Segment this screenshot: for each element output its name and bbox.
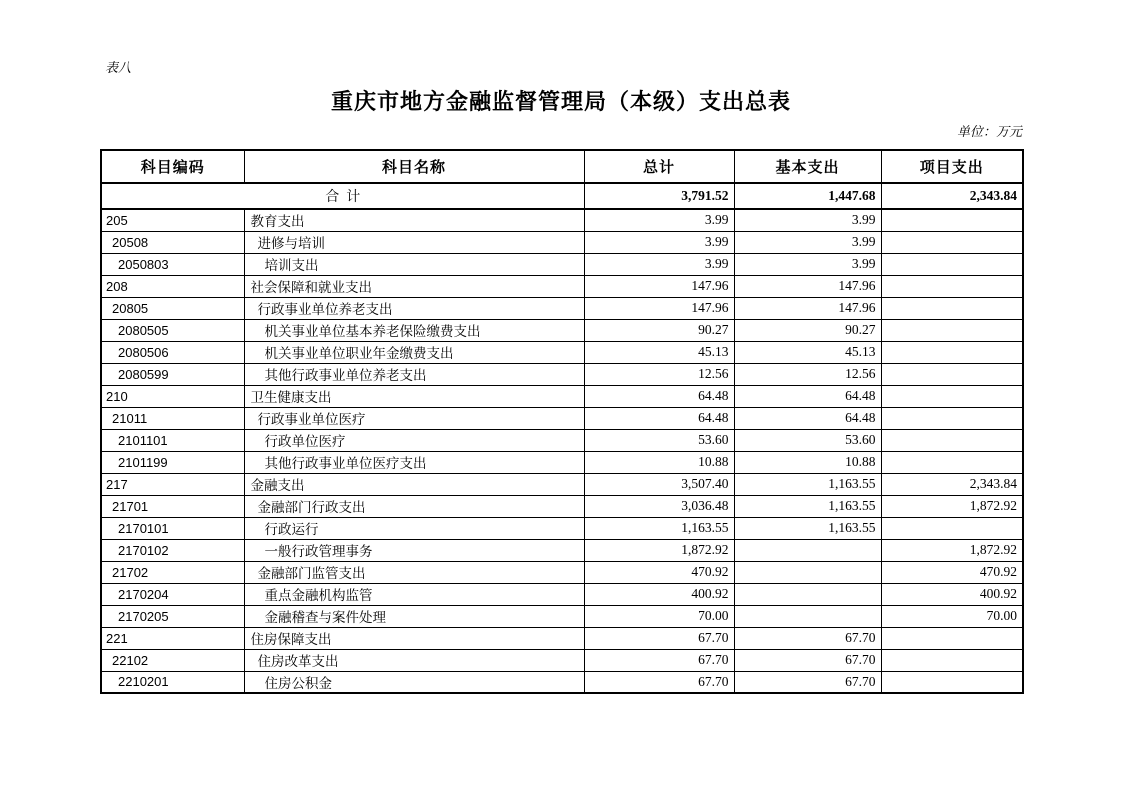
project-expenditure-cell <box>881 407 1023 429</box>
subject-name-cell: 行政单位医疗 <box>244 429 584 451</box>
subject-code-cell: 21702 <box>101 561 244 583</box>
project-expenditure-cell <box>881 671 1023 693</box>
table-body <box>101 183 1023 693</box>
total-cell: 64.48 <box>584 385 734 407</box>
page-title: 重庆市地方金融监督管理局（本级）支出总表 <box>330 89 791 114</box>
table-row <box>101 209 1023 231</box>
total-cell: 12.56 <box>584 363 734 385</box>
subject-code-cell: 205 <box>101 209 244 231</box>
table-row <box>101 253 1023 275</box>
grand-total-basic-cell: 1,447.68 <box>734 183 881 209</box>
column-header-total: 总计 <box>584 150 734 183</box>
subject-code-cell: 208 <box>101 275 244 297</box>
column-header-basic-expenditure: 基本支出 <box>734 150 881 183</box>
project-expenditure-cell <box>881 517 1023 539</box>
table-row <box>101 627 1023 649</box>
project-expenditure-cell <box>881 363 1023 385</box>
total-cell: 10.88 <box>584 451 734 473</box>
project-expenditure-cell <box>881 385 1023 407</box>
table-row <box>101 583 1023 605</box>
subject-code-cell: 2170102 <box>101 539 244 561</box>
subject-name-cell: 教育支出 <box>244 209 584 231</box>
subject-name-cell: 金融部门行政支出 <box>244 495 584 517</box>
total-cell: 53.60 <box>584 429 734 451</box>
project-expenditure-cell <box>881 649 1023 671</box>
subject-name-cell: 行政事业单位养老支出 <box>244 297 584 319</box>
subject-code-cell: 22102 <box>101 649 244 671</box>
subject-name-cell: 金融部门监管支出 <box>244 561 584 583</box>
sheet-number-label: 表八 <box>105 60 132 75</box>
project-expenditure-cell: 1,872.92 <box>881 539 1023 561</box>
subject-name-cell: 一般行政管理事务 <box>244 539 584 561</box>
total-cell: 3.99 <box>584 253 734 275</box>
subject-name-cell: 机关事业单位基本养老保险缴费支出 <box>244 319 584 341</box>
table-row <box>101 429 1023 451</box>
basic-expenditure-cell <box>734 605 881 627</box>
table-row <box>101 407 1023 429</box>
basic-expenditure-cell: 12.56 <box>734 363 881 385</box>
subject-code-cell: 21011 <box>101 407 244 429</box>
header-row <box>101 150 1023 183</box>
subject-code-cell: 21701 <box>101 495 244 517</box>
unit-note: 单位：万元 <box>956 124 1022 139</box>
subject-code-cell: 20508 <box>101 231 244 253</box>
basic-expenditure-cell: 147.96 <box>734 297 881 319</box>
total-cell: 45.13 <box>584 341 734 363</box>
subject-name-cell: 其他行政事业单位医疗支出 <box>244 451 584 473</box>
subject-code-cell: 210 <box>101 385 244 407</box>
table-row <box>101 473 1023 495</box>
subject-code-cell: 2101101 <box>101 429 244 451</box>
basic-expenditure-cell <box>734 583 881 605</box>
total-cell: 3.99 <box>584 209 734 231</box>
project-expenditure-cell <box>881 297 1023 319</box>
subject-code-cell: 2101199 <box>101 451 244 473</box>
table-row <box>101 649 1023 671</box>
project-expenditure-cell <box>881 627 1023 649</box>
grand-total-row <box>101 183 1023 209</box>
total-cell: 3.99 <box>584 231 734 253</box>
table-row <box>101 495 1023 517</box>
table-row <box>101 561 1023 583</box>
subject-code-cell: 217 <box>101 473 244 495</box>
project-expenditure-cell: 470.92 <box>881 561 1023 583</box>
basic-expenditure-cell: 64.48 <box>734 407 881 429</box>
column-header-subject-name: 科目名称 <box>244 150 584 183</box>
basic-expenditure-cell: 64.48 <box>734 385 881 407</box>
subject-code-cell: 2080505 <box>101 319 244 341</box>
subject-name-cell: 卫生健康支出 <box>244 385 584 407</box>
basic-expenditure-cell: 67.70 <box>734 649 881 671</box>
basic-expenditure-cell: 53.60 <box>734 429 881 451</box>
subject-name-cell: 行政事业单位医疗 <box>244 407 584 429</box>
subject-name-cell: 重点金融机构监管 <box>244 583 584 605</box>
table-row <box>101 605 1023 627</box>
subject-name-cell: 培训支出 <box>244 253 584 275</box>
grand-total-label-cell: 合计 <box>101 183 584 209</box>
table-row <box>101 231 1023 253</box>
project-expenditure-cell: 2,343.84 <box>881 473 1023 495</box>
subject-name-cell: 机关事业单位职业年金缴费支出 <box>244 341 584 363</box>
table-row <box>101 451 1023 473</box>
project-expenditure-cell: 1,872.92 <box>881 495 1023 517</box>
total-cell: 147.96 <box>584 297 734 319</box>
table-row <box>101 539 1023 561</box>
basic-expenditure-cell: 1,163.55 <box>734 517 881 539</box>
subject-name-cell: 住房改革支出 <box>244 649 584 671</box>
basic-expenditure-cell: 3.99 <box>734 231 881 253</box>
subject-code-cell: 2170204 <box>101 583 244 605</box>
basic-expenditure-cell: 10.88 <box>734 451 881 473</box>
project-expenditure-cell: 400.92 <box>881 583 1023 605</box>
basic-expenditure-cell: 45.13 <box>734 341 881 363</box>
project-expenditure-cell: 70.00 <box>881 605 1023 627</box>
project-expenditure-cell <box>881 253 1023 275</box>
subject-name-cell: 其他行政事业单位养老支出 <box>244 363 584 385</box>
basic-expenditure-cell: 1,163.55 <box>734 495 881 517</box>
subject-name-cell: 金融支出 <box>244 473 584 495</box>
project-expenditure-cell <box>881 341 1023 363</box>
basic-expenditure-cell: 67.70 <box>734 627 881 649</box>
project-expenditure-cell <box>881 429 1023 451</box>
table-row <box>101 297 1023 319</box>
project-expenditure-cell <box>881 275 1023 297</box>
basic-expenditure-cell: 3.99 <box>734 253 881 275</box>
basic-expenditure-cell: 90.27 <box>734 319 881 341</box>
total-cell: 147.96 <box>584 275 734 297</box>
project-expenditure-cell <box>881 209 1023 231</box>
subject-name-cell: 社会保障和就业支出 <box>244 275 584 297</box>
subject-code-cell: 2080506 <box>101 341 244 363</box>
grand-total-total-cell: 3,791.52 <box>584 183 734 209</box>
total-cell: 90.27 <box>584 319 734 341</box>
total-cell: 1,872.92 <box>584 539 734 561</box>
basic-expenditure-cell: 147.96 <box>734 275 881 297</box>
subject-code-cell: 20805 <box>101 297 244 319</box>
table-header <box>101 150 1023 183</box>
subject-code-cell: 2210201 <box>101 671 244 693</box>
total-cell: 3,036.48 <box>584 495 734 517</box>
basic-expenditure-cell <box>734 539 881 561</box>
table-row <box>101 363 1023 385</box>
total-cell: 3,507.40 <box>584 473 734 495</box>
table-row <box>101 341 1023 363</box>
total-cell: 67.70 <box>584 627 734 649</box>
subject-code-cell: 221 <box>101 627 244 649</box>
table-row <box>101 671 1023 693</box>
expenditure-table <box>100 149 1024 694</box>
project-expenditure-cell <box>881 319 1023 341</box>
subject-name-cell: 住房保障支出 <box>244 627 584 649</box>
table-row <box>101 319 1023 341</box>
subject-code-cell: 2170205 <box>101 605 244 627</box>
project-expenditure-cell <box>881 231 1023 253</box>
subject-name-cell: 进修与培训 <box>244 231 584 253</box>
column-header-subject-code: 科目编码 <box>101 150 244 183</box>
subject-code-cell: 2080599 <box>101 363 244 385</box>
total-cell: 67.70 <box>584 649 734 671</box>
total-cell: 1,163.55 <box>584 517 734 539</box>
table-row <box>101 275 1023 297</box>
subject-name-cell: 行政运行 <box>244 517 584 539</box>
basic-expenditure-cell: 3.99 <box>734 209 881 231</box>
table-row <box>101 517 1023 539</box>
total-cell: 67.70 <box>584 671 734 693</box>
subject-code-cell: 2050803 <box>101 253 244 275</box>
basic-expenditure-cell: 67.70 <box>734 671 881 693</box>
subject-name-cell: 金融稽查与案件处理 <box>244 605 584 627</box>
table-row <box>101 385 1023 407</box>
basic-expenditure-cell: 1,163.55 <box>734 473 881 495</box>
total-cell: 470.92 <box>584 561 734 583</box>
total-cell: 64.48 <box>584 407 734 429</box>
grand-total-project-cell: 2,343.84 <box>881 183 1023 209</box>
total-cell: 400.92 <box>584 583 734 605</box>
subject-name-cell: 住房公积金 <box>244 671 584 693</box>
project-expenditure-cell <box>881 451 1023 473</box>
basic-expenditure-cell <box>734 561 881 583</box>
subject-code-cell: 2170101 <box>101 517 244 539</box>
column-header-project-expenditure: 项目支出 <box>881 150 1023 183</box>
total-cell: 70.00 <box>584 605 734 627</box>
